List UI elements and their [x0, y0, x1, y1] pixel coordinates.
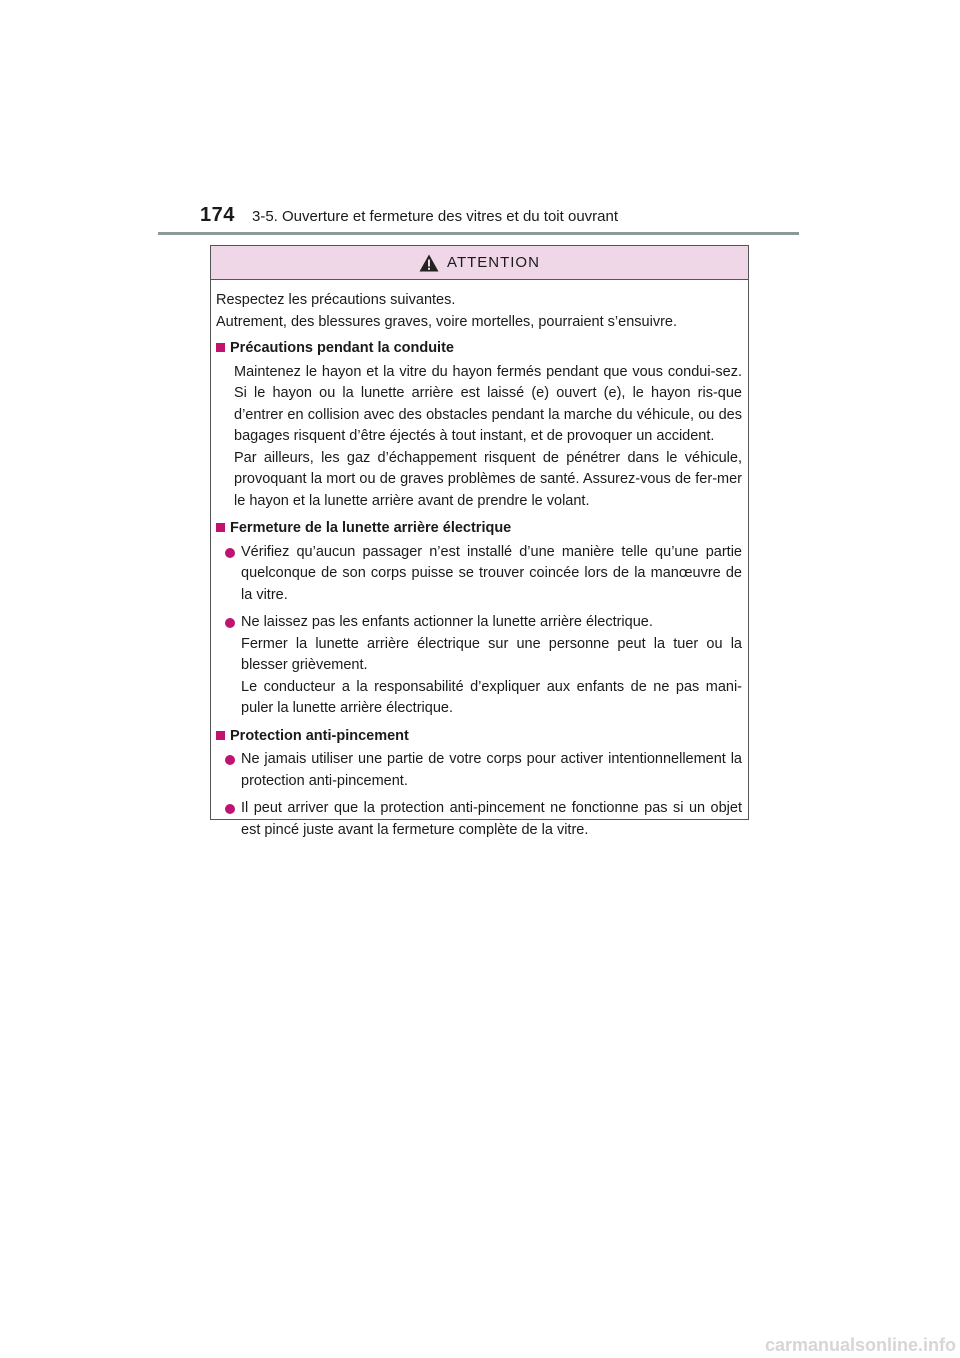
warning-triangle-icon — [419, 254, 439, 272]
section-heading — [216, 338, 742, 360]
square-bullet-icon — [216, 523, 225, 532]
warning-title: ATTENTION — [447, 254, 540, 271]
bullet-text: Ne jamais utiliser une partie de votre corps pour activer intentionnellement la protection anti-pincement. — [241, 751, 742, 789]
section-title: 3-5. Ouverture et fermeture des vitres et du toit ouvrant — [252, 208, 619, 225]
paragraph-text: Maintenez le hayon et la vitre du hayon fermés pendant que vous condui-sez. Si le hayon ou la lunette arrière est laissé (e) ouvert (e), le hayon ris-que d’entrer en collision avec des obstacles pendant la marche du véhicule, ou des bagages risquent d’être éjectés à tout instant, et de provoquer un accident. — [234, 363, 742, 444]
bullet-text: Fermer la lunette arrière électrique sur une personne peut la tuer ou la blesser grièvement. — [241, 635, 742, 673]
intro-line: Respectez les précautions suivantes. — [216, 292, 456, 308]
section-heading — [216, 518, 742, 540]
warning-body — [211, 280, 748, 841]
paragraph-text: Par ailleurs, les gaz d’échappement risquent de pénétrer dans le véhicule, provoquant la mort ou de graves problèmes de santé. Assurez-vous de fer-mer le hayon et la lunette arrière avant de prendre le volant. — [234, 449, 742, 509]
warning-box — [210, 245, 749, 838]
list-item — [225, 798, 742, 841]
square-bullet-icon — [216, 343, 225, 352]
section-paragraph — [234, 362, 742, 513]
circle-bullet-icon — [225, 755, 235, 765]
warning-header — [211, 246, 748, 280]
circle-bullet-icon — [225, 804, 235, 814]
bullet-text: Ne laissez pas les enfants actionner la lunette arrière électrique. — [241, 614, 653, 630]
circle-bullet-icon — [225, 548, 235, 558]
bullet-text: Le conducteur a la responsabilité d’expliquer aux enfants de ne pas mani-puler la lunette arrière électrique. — [241, 678, 742, 716]
section-heading — [216, 726, 742, 748]
bullet-text: Vérifiez qu’aucun passager n’est installé d’une manière telle qu’une partie quelconque de son corps puisse se trouver coincée lors de la manœuvre de la vitre. — [241, 543, 742, 603]
list-item — [225, 612, 742, 720]
list-item — [225, 749, 742, 792]
section-heading-text: Précautions pendant la conduite — [230, 340, 454, 356]
intro-line: Autrement, des blessures graves, voire mortelles, pourraient s’ensuivre. — [216, 313, 677, 330]
circle-bullet-icon — [225, 618, 235, 628]
list-item — [225, 542, 742, 607]
square-bullet-icon — [216, 731, 225, 740]
bullet-text: Il peut arriver que la protection anti-pincement ne fonctionne pas si un objet est pincé juste avant la fermeture complète de la vitre. — [241, 800, 742, 838]
section-heading-text: Fermeture de la lunette arrière électrique — [230, 520, 512, 536]
header-rule — [158, 232, 799, 235]
warning-intro — [216, 290, 742, 333]
watermark: carmanualsonline.info — [764, 1335, 956, 1355]
page-number: 174 — [200, 204, 235, 226]
section-heading-text: Protection anti-pincement — [230, 727, 409, 744]
